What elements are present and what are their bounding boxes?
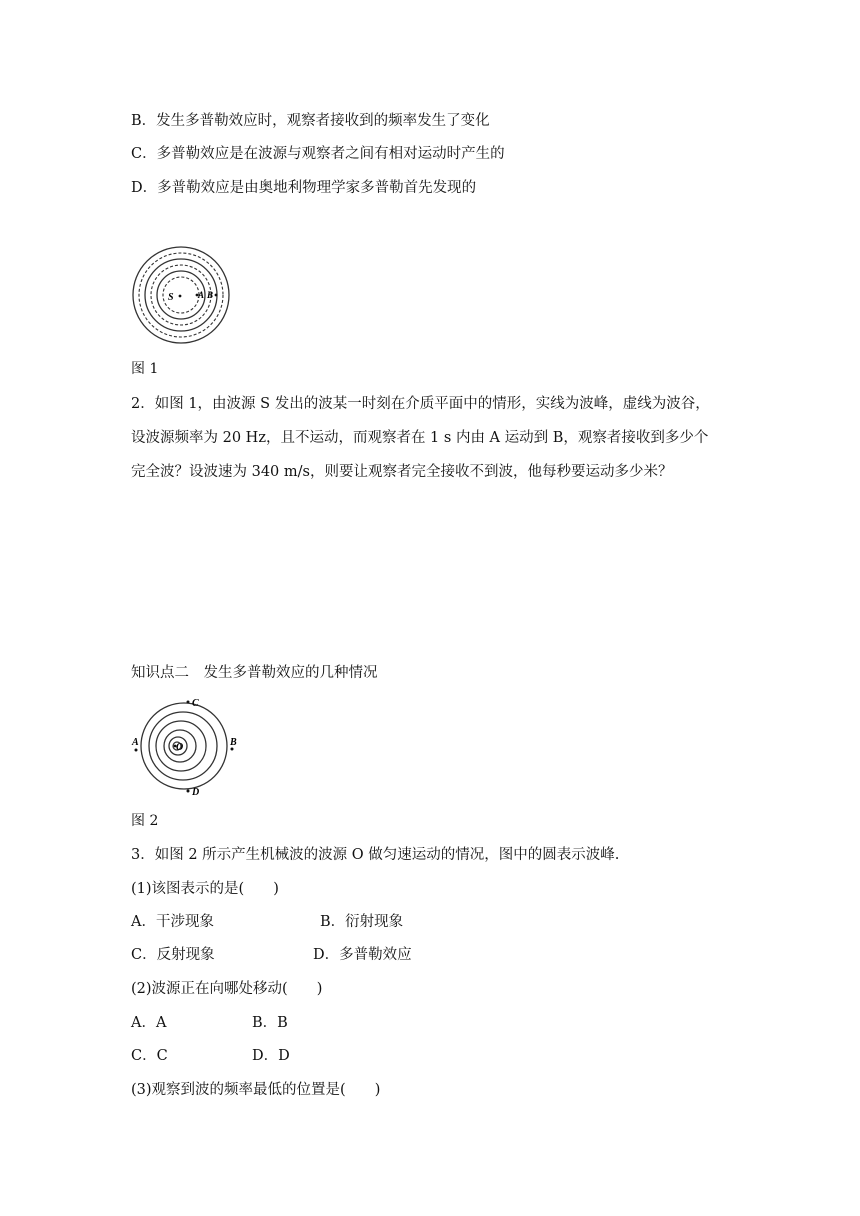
figure-2-diagram	[126, 692, 244, 800]
fig2-label-d: D	[192, 787, 200, 798]
fig1-label-b: B	[207, 290, 214, 300]
question-2-line-1: 2．如图 1，由波源 S 发出的波某一时刻在介质平面中的情形，实线为波峰，虚线为波谷，	[131, 396, 710, 412]
fig1-point-b-dot	[215, 294, 218, 297]
fig2-point-a-dot	[135, 749, 138, 752]
fig2-label-o: O	[176, 742, 184, 753]
option-d-top: D．多普勒效应是由奥地利物理学家多普勒首先发现的	[131, 180, 477, 196]
q3-sub1-option-b: B．衍射现象	[320, 914, 404, 930]
q3-sub2-option-c: C．C	[131, 1048, 168, 1064]
fig2-label-a: A	[132, 737, 139, 748]
fig2-label-c: C	[192, 698, 199, 709]
option-b-top: B．发生多普勒效应时，观察者接收到的频率发生了变化	[131, 113, 490, 129]
figure-1-diagram	[130, 244, 232, 346]
q3-sub1-option-c: C．反射现象	[131, 947, 215, 963]
question-2-line-2: 设波源频率为 20 Hz，且不运动，而观察者在 1 s 内由 A 运动到 B，观察者接收到多少个	[131, 430, 709, 446]
fig1-label-s: S	[168, 292, 174, 303]
q3-sub2-option-a: A．A	[131, 1015, 167, 1031]
q3-sub2-option-b: B．B	[252, 1015, 288, 1031]
question-3-sub1-prompt: (1)该图表示的是( )	[131, 881, 279, 897]
question-3-sub2-prompt: (2)波源正在向哪处移动( )	[131, 981, 323, 997]
fig2-label-b: B	[230, 737, 237, 748]
option-c-top: C．多普勒效应是在波源与观察者之间有相对运动时产生的	[131, 146, 505, 162]
q3-sub1-option-d: D．多普勒效应	[313, 947, 412, 963]
q3-sub2-option-d: D．D	[252, 1048, 290, 1064]
fig2-point-d-dot	[187, 790, 190, 793]
fig2-point-c-dot	[187, 701, 190, 704]
figure-2-caption: 图 2	[131, 813, 159, 829]
question-2-line-3: 完全波？设波速为 340 m/s，则要让观察者完全接收不到波，他每秒要运动多少米？	[131, 464, 673, 480]
section-heading: 知识点二 发生多普勒效应的几种情况	[131, 665, 378, 681]
q3-sub1-option-a: A．干涉现象	[131, 914, 214, 930]
fig1-label-a: A	[198, 290, 205, 300]
question-3-sub3-prompt: (3)观察到波的频率最低的位置是( )	[131, 1082, 381, 1098]
fig2-point-b-dot	[231, 748, 234, 751]
figure-1-caption: 图 1	[131, 361, 159, 377]
fig1-source-dot	[179, 295, 182, 298]
question-3-stem: 3．如图 2 所示产生机械波的波源 O 做匀速运动的情况，图中的圆表示波峰.	[131, 847, 620, 863]
